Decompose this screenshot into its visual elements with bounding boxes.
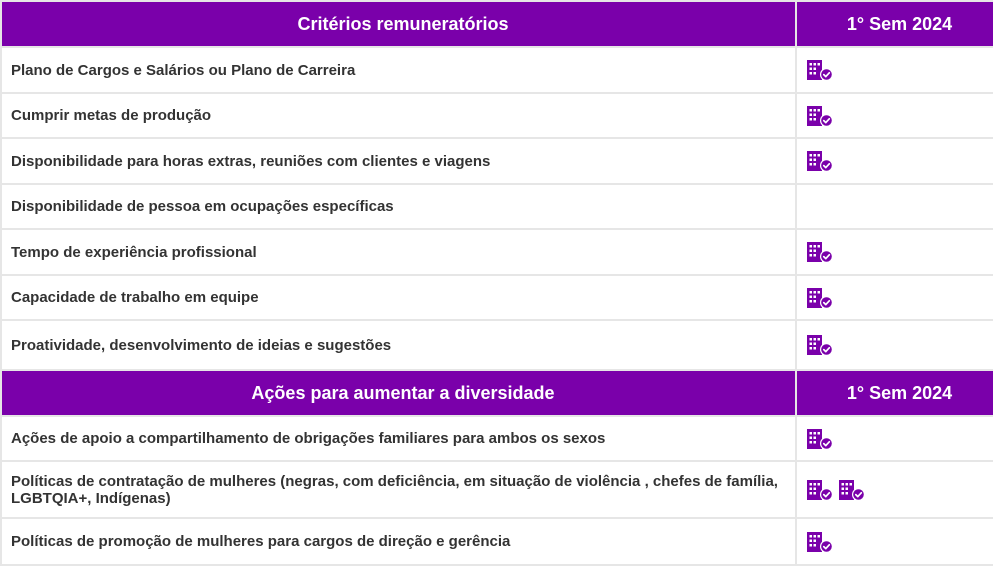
building-check-icon bbox=[806, 149, 834, 173]
building-check-icon bbox=[806, 427, 834, 451]
building-check-icon bbox=[806, 240, 834, 264]
table-row bbox=[1, 138, 993, 184]
table-row bbox=[1, 229, 993, 275]
criteria-title: Critérios remuneratórios bbox=[1, 1, 796, 47]
row-label: Capacidade de trabalho em equipe bbox=[1, 275, 796, 320]
row-status-cell bbox=[796, 320, 993, 370]
row-label: Políticas de promoção de mulheres para cargos de direção e gerência bbox=[1, 518, 796, 565]
row-status-cell bbox=[796, 416, 993, 461]
row-status-cell bbox=[796, 138, 993, 184]
building-check-icon bbox=[806, 286, 834, 310]
diversity-header-row bbox=[1, 370, 993, 416]
row-status-cell bbox=[796, 461, 993, 518]
table-row bbox=[1, 320, 993, 370]
row-status-cell bbox=[796, 229, 993, 275]
row-label: Disponibilidade de pessoa em ocupações específicas bbox=[1, 184, 796, 229]
row-label: Disponibilidade para horas extras, reuniões com clientes e viagens bbox=[1, 138, 796, 184]
row-label: Ações de apoio a compartilhamento de obrigações familiares para ambos os sexos bbox=[1, 416, 796, 461]
table-row bbox=[1, 47, 993, 93]
diversity-title: Ações para aumentar a diversidade bbox=[1, 370, 796, 416]
table-row bbox=[1, 275, 993, 320]
building-check-icon bbox=[838, 478, 866, 502]
criteria-header-row bbox=[1, 1, 993, 47]
table-row bbox=[1, 461, 993, 518]
building-check-icon bbox=[806, 58, 834, 82]
row-status-cell bbox=[796, 93, 993, 138]
table-row bbox=[1, 518, 993, 565]
row-label: Tempo de experiência profissional bbox=[1, 229, 796, 275]
row-status-cell bbox=[796, 47, 993, 93]
building-check-icon bbox=[806, 530, 834, 554]
table-row bbox=[1, 416, 993, 461]
building-check-icon bbox=[806, 104, 834, 128]
row-status-cell bbox=[796, 184, 993, 229]
building-check-icon bbox=[806, 333, 834, 357]
diversity-period-header: 1° Sem 2024 bbox=[796, 370, 993, 416]
row-label: Cumprir metas de produção bbox=[1, 93, 796, 138]
row-status-cell bbox=[796, 275, 993, 320]
building-check-icon bbox=[806, 478, 834, 502]
row-label: Políticas de contratação de mulheres (negras, com deficiência, em situação de violência , chefes de família, LGBTQIA+, Indígenas) bbox=[1, 461, 796, 518]
criteria-period-header: 1° Sem 2024 bbox=[796, 1, 993, 47]
row-status-cell bbox=[796, 518, 993, 565]
table-row bbox=[1, 93, 993, 138]
table-row bbox=[1, 184, 993, 229]
row-label: Proatividade, desenvolvimento de ideias e sugestões bbox=[1, 320, 796, 370]
row-label: Plano de Cargos e Salários ou Plano de Carreira bbox=[1, 47, 796, 93]
